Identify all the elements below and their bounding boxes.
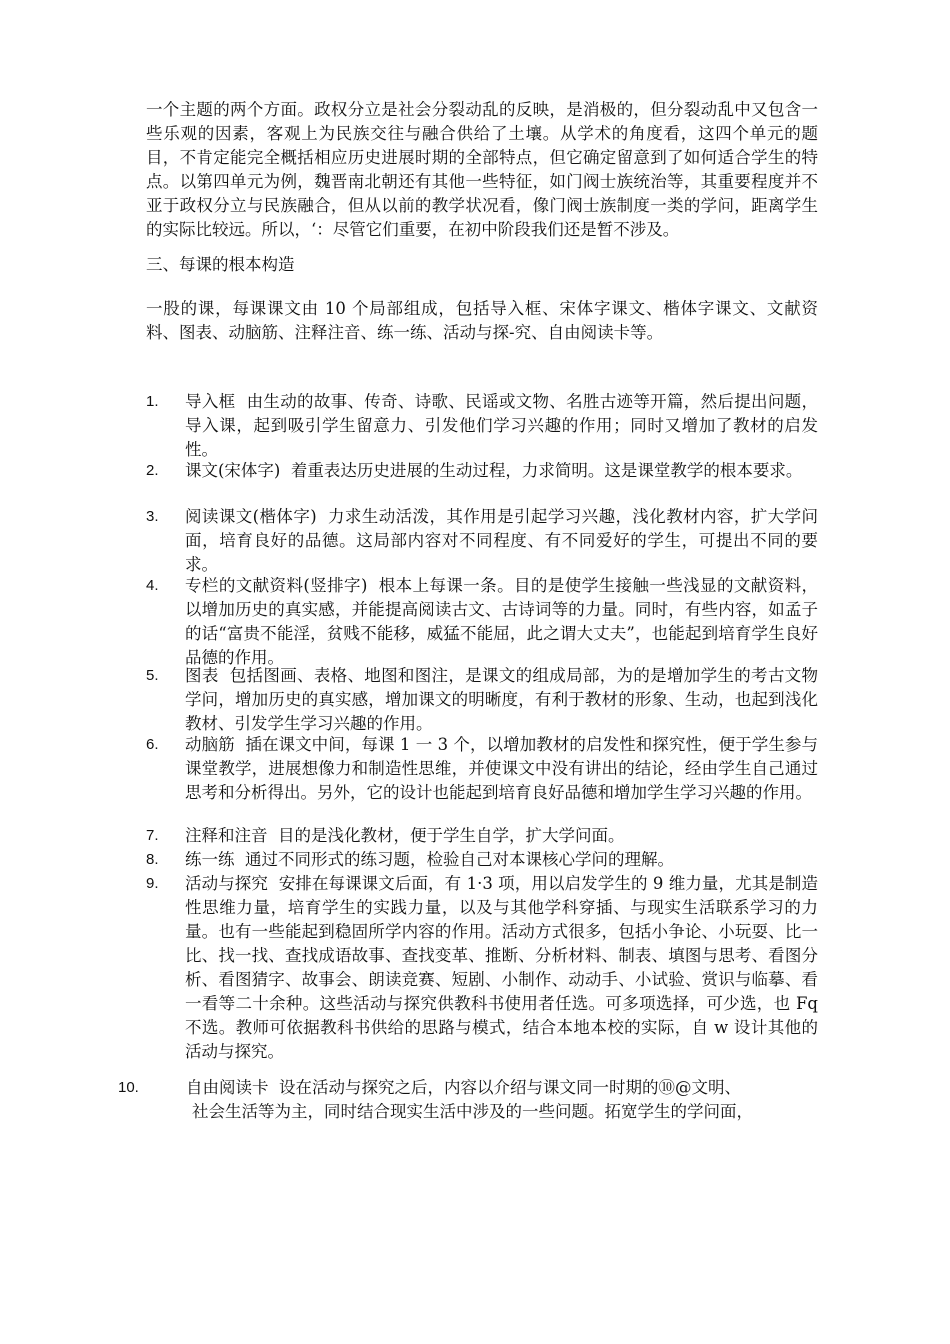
- list-number: 8.: [146, 851, 159, 868]
- list-text: 插在课文中间，每课 1 一 3 个，以增加教材的启发性和探究性，便于学生参与课堂教学，进展想像力和制造性思维，并使课文中没有讲出的结论，经由学生自己通过思考和分析得出。另外，它的设计也能起到培育良好品德和增加学生学习兴趣的作用。: [185, 735, 818, 802]
- list-text: 根本上每课一条。目的是使学生接触一些浅显的文献资料，以增加历史的真实感，并能提高阅读古文、古诗词等的力量。同时，有些内容，如孟子的话“富贵不能淫，贫贱不能移，威猛不能屈，此之谓大丈夫”，也能起到培育学生良好品德的作用。: [185, 576, 818, 667]
- list-item: [146, 505, 818, 577]
- list-item: [146, 390, 818, 462]
- intro-paragraph: 一个主题的两个方面。政权分立是社会分裂动乱的反映，是消极的，但分裂动乱中又包含一些乐观的因素，客观上为民族交往与融合供给了土壤。从学术的角度看，这四个单元的题目，不肯定能完全概括相应历史进展时期的全部特点，但它确定留意到了如何适合学生的特点。以第四单元为例，魏晋南北朝还有其他一些特征，如门阀士族统治等，其重要程度并不亚于政权分立与民族融合，但从以前的教学状况看，像门阀士族制度一类的学问，距离学生的实际比较远。所以，‘：尽管它们重要，在初中阶段我们还是暂不涉及。: [146, 100, 818, 239]
- list-item: [146, 664, 818, 736]
- list-number: 10.: [118, 1079, 139, 1096]
- list-item: [146, 872, 818, 1064]
- list-item: [146, 733, 818, 805]
- list-number: 1.: [146, 393, 159, 410]
- list-number: 4.: [146, 577, 159, 594]
- list-item: [146, 848, 818, 872]
- list-number: 3.: [146, 508, 159, 525]
- list-text: 包括图画、表格、地图和图注，是课文的组成局部，为的是增加学生的考古文物学问，增加历史的真实感，增加课文的明晰度，有利于教材的形象、生动，也起到浅化教材、引发学生学习兴趣的作用。: [185, 666, 819, 733]
- list-text-continuation: 社会生活等为主，同时结合现实生活中涉及的一些问题。拓宽学生的学问面，: [192, 1102, 753, 1121]
- structure-paragraph: 一股的课，每课课文由 10 个局部组成，包括导入框、宋体字课文、楷体字课文、文献资料、图表、动脑筋、注释注音、练一练、活动与探-究、自由阅读卡等。: [146, 299, 818, 342]
- list-label: 活动与探究: [185, 874, 268, 893]
- list-text: 设在活动与探究之后，内容以介绍与课文同一时期的⑩@文明、: [279, 1078, 741, 1097]
- section-heading: 三、每课的根本构造: [146, 255, 295, 274]
- list-label: 自由阅读卡: [186, 1078, 269, 1097]
- list-text: 目的是浅化教材，便于学生自学，扩大学问面。: [278, 826, 625, 845]
- list-number: 7.: [146, 827, 159, 844]
- list-item: [118, 1076, 818, 1124]
- list-text: 由生动的故事、传奇、诗歌、民谣或文物、名胜古迹等开篇，然后提出问题，导入课，起到吸引学生留意力、引发他们学习兴趣的作用；同时又增加了教材的启发性。: [185, 392, 818, 459]
- list-text: 通过不同形式的练习题，检验自己对本课核心学问的理解。: [245, 850, 674, 869]
- list-text: 着重表达历史进展的生动过程，力求简明。这是课堂教学的根本要求。: [290, 461, 803, 480]
- list-text: 力求生动活泼，其作用是引起学习兴趣，浅化教材内容，扩大学问面，培育良好的品德。这局部内容对不同程度、有不同爱好的学生，可提出不同的要求。: [185, 507, 818, 574]
- list-item: [146, 459, 818, 483]
- list-label: 注释和注音: [185, 826, 268, 845]
- list-label: 课文(宋体字): [185, 461, 281, 480]
- list-item: [146, 824, 818, 848]
- list-number: 6.: [146, 736, 159, 753]
- list-number: 9.: [146, 875, 159, 892]
- list-label: 练一练: [185, 850, 235, 869]
- list-label: 专栏的文献资料(竖排字): [185, 576, 368, 595]
- list-number: 2.: [146, 462, 159, 479]
- list-number: 5.: [146, 667, 159, 684]
- list-text: 安排在每课课文后面，有 1·3 项，用以启发学生的 9 维力量，尤其是制造性思维力量，培育学生的实践力量，以及与其他学科穿插、与现实生活联系学习的力量。也有一些能起到稳固所学内容的作用。活动方式很多，包括小争论、小玩耍、比一比、找一找、查找成语故事、查找变革、推断、分析材料、制表、填图与思考、看图分析、看图猜字、故事会、朗读竞赛、短剧、小制作、动动手、小试验、赏识与临摹、看一看等二十余种。这些活动与探究供教科书使用者任选。可多项选择，可少选，也 Fq 不选。教师可依据教科书供给的思路与模式，结合本地本校的实际，自 w 设计其他的活动与探究。: [185, 874, 819, 1061]
- list-label: 阅读课文(楷体字): [185, 507, 317, 526]
- list-label: 导入框: [185, 392, 236, 411]
- list-label: 图表: [185, 666, 219, 685]
- list-item: [146, 574, 818, 670]
- list-label: 动脑筋: [185, 735, 235, 754]
